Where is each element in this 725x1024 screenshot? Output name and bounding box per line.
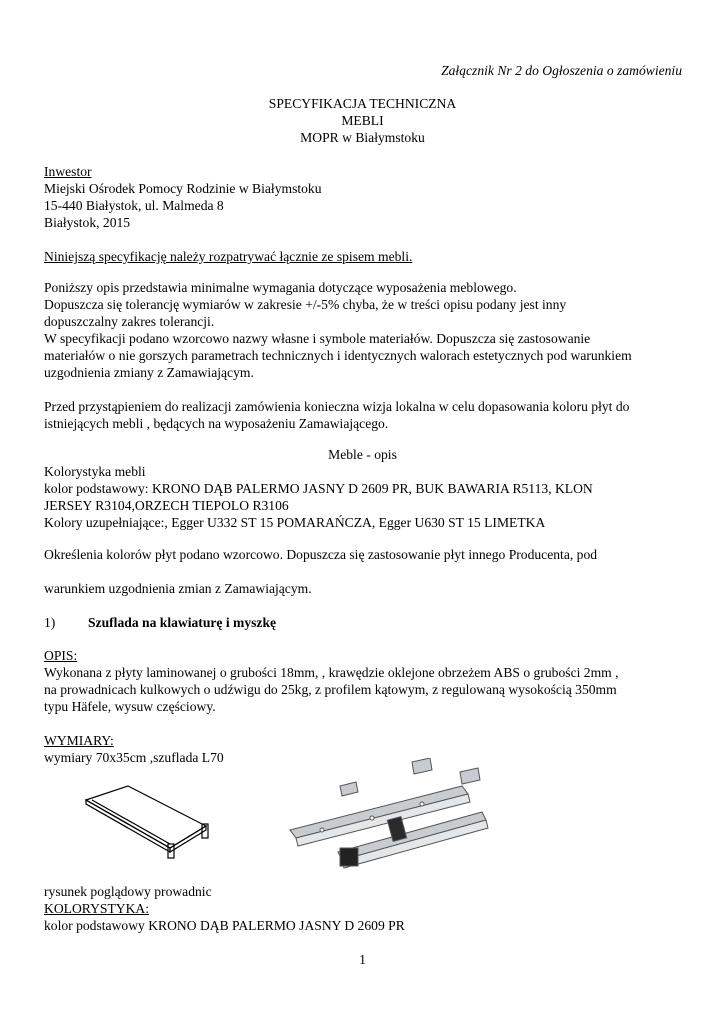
intro-paragraph-1: Poniższy opis przedstawia minimalne wymagania dotyczące wyposażenia meblowego. [44,280,517,295]
site-visit-b: istniejących mebli , będących na wyposażeniu Zamawiającego. [44,416,389,431]
color-label: KOLORYSTYKA: [44,901,149,916]
drawing-caption: rysunek poglądowy prowadnic [44,884,212,899]
desc-label: OPIS: [44,648,78,663]
extra-colors: Kolory uzupełniające:, Egger U332 ST 15 POMARAŃCZA, Egger U630 ST 15 LIMETKA [44,515,546,530]
desc-line-b: na prowadnicach kulkowych o udźwigu do 25kg, z profilem kątowym, z regulowaną wysokością 350mm [44,682,617,697]
furniture-heading: Meble - opis [328,447,397,462]
intro-paragraph-2a: Dopuszcza się tolerancję wymiarów w zakresie +/-5% chyba, że w treści opisu podany jest inny [44,297,567,312]
investor-city-year: Białystok, 2015 [44,215,131,230]
base-color-b: JERSEY R3104,ORZECH TIEPOLO R3106 [44,498,289,513]
intro-paragraph-3c: uzgodnienia zmiany z Zamawiającym. [44,365,254,380]
investor-address: 15-440 Białystok, ul. Malmeda 8 [44,198,224,213]
investor-name: Miejski Ośrodek Pomocy Rodzinie w Białymstoku [44,181,322,196]
drawer-slides-drawing [282,758,492,876]
color-value: kolor podstawowy KRONO DĄB PALERMO JASNY D 2609 PR [44,918,405,933]
colors-note-a: Określenia kolorów płyt podano wzorcowo. Dopuszcza się zastosowanie płyt innego Producenta, pod [44,547,598,562]
spec-note: Niniejszą specyfikację należy rozpatrywać łącznie ze spisem mebli. [44,249,413,264]
intro-paragraph-3b: materiałów o nie gorszych parametrach technicznych i identycznych walorach estetycznych pod warunkiem [44,348,632,363]
desc-line-a: Wykonana z płyty laminowanej o grubości 18mm, , krawędzie oklejone obrzeżem ABS o grubości 2mm , [44,665,619,680]
item-title: Szuflada na klawiaturę i myszkę [88,615,277,630]
dims-label: WYMIARY: [44,733,114,748]
intro-paragraph-3a: W specyfikacji podano wzorcowo nazwy własne i symbole materiałów. Dopuszcza się zastosowanie [44,331,591,346]
base-color-a: kolor podstawowy: KRONO DĄB PALERMO JASNY D 2609 PR, BUK BAWARIA R5113, KLON [44,481,593,496]
doc-organization: MOPR w Białymstoku [300,130,425,145]
desc-line-c: typu Häfele, wysuw częściowy. [44,699,216,714]
dims-value: wymiary 70x35cm ,szuflada L70 [44,750,224,765]
colors-note-b: warunkiem uzgodnienia zmian z Zamawiającym. [44,581,312,596]
page-number: 1 [359,952,366,967]
intro-paragraph-2b: dopuszczalny zakres tolerancji. [44,314,215,329]
doc-subtitle: MEBLI [341,113,384,128]
site-visit-a: Przed przystąpieniem do realizacji zamówienia konieczna wizja lokalna w celu dopasowania koloru płyt do [44,399,630,414]
colors-label: Kolorystyka mebli [44,464,146,479]
doc-title: SPECYFIKACJA TECHNICZNA [268,96,457,111]
attachment-note: Załącznik Nr 2 do Ogłoszenia o zamówieniu [441,63,682,78]
drawer-drawing [78,778,218,863]
investor-label: Inwestor [44,164,92,179]
item-number: 1) [44,615,56,630]
